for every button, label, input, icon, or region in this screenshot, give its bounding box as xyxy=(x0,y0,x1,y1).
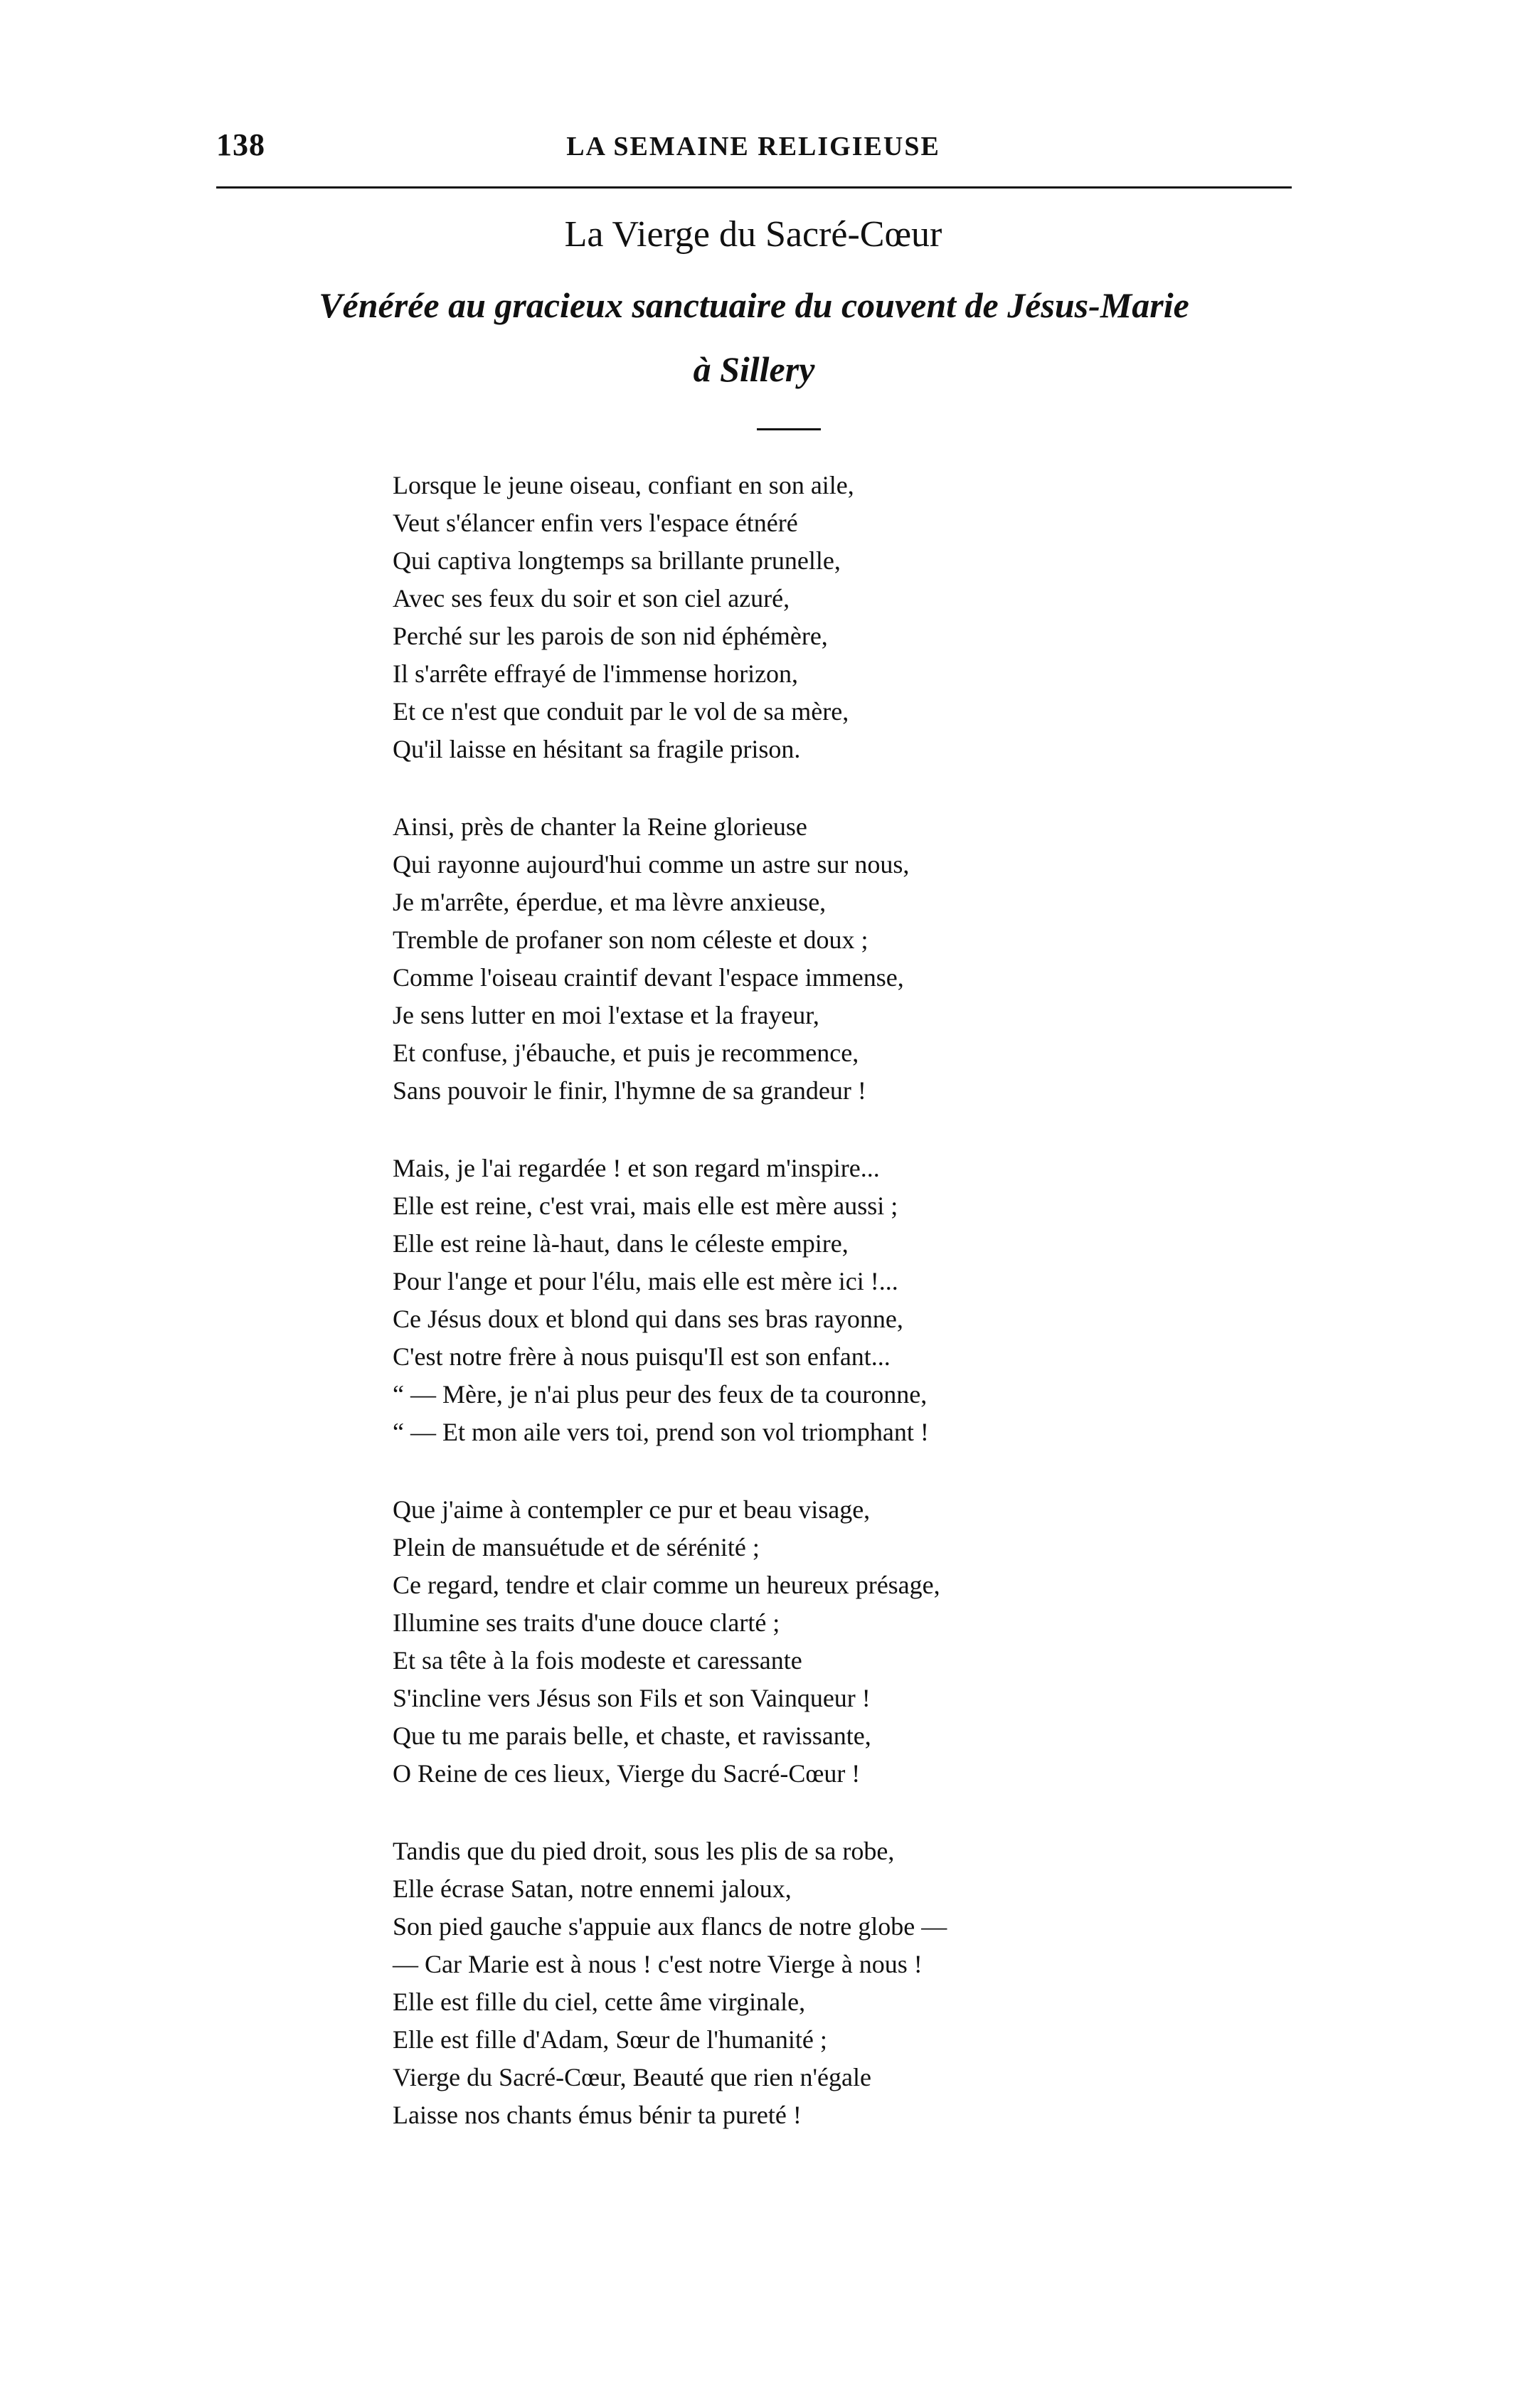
verse-line: Qui rayonne aujourd'hui comme un astre sur nous, xyxy=(393,850,910,879)
verse-line: Tandis que du pied droit, sous les plis de sa robe, xyxy=(393,1837,895,1865)
stanza xyxy=(393,1491,1246,1793)
verse-line: Et sa tête à la fois modeste et caressante xyxy=(393,1646,802,1675)
verse-line: Veut s'élancer enfin vers l'espace étnéré xyxy=(393,509,798,537)
verse-line: Et confuse, j'ébauche, et puis je recommence, xyxy=(393,1039,859,1067)
verse-line: Perché sur les parois de son nid éphémère, xyxy=(393,622,828,650)
poem-subtitle-line-1: Vénérée au gracieux sanctuaire du couvent de Jésus-Marie xyxy=(319,285,1189,325)
verse-line: — Car Marie est à nous ! c'est notre Vierge à nous ! xyxy=(393,1950,923,1978)
verse-line: Comme l'oiseau craintif devant l'espace immense, xyxy=(393,963,904,992)
verse-line: Que j'aime à contempler ce pur et beau visage, xyxy=(393,1495,871,1524)
verse-line: Je m'arrête, éperdue, et ma lèvre anxieuse, xyxy=(393,888,827,916)
verse-line: Tremble de profaner son nom céleste et doux ; xyxy=(393,925,868,954)
verse-line: Elle est reine là-haut, dans le céleste empire, xyxy=(393,1229,849,1258)
verse-line: S'incline vers Jésus son Fils et son Vainqueur ! xyxy=(393,1684,871,1712)
stanza xyxy=(393,467,1246,768)
verse-line: C'est notre frère à nous puisqu'Il est son enfant... xyxy=(393,1342,891,1371)
stanza xyxy=(393,808,1246,1110)
poem-title: La Vierge du Sacré-Cœur xyxy=(564,214,942,255)
verse-line: Son pied gauche s'appuie aux flancs de notre globe — xyxy=(393,1912,947,1941)
verse-line: Elle est fille d'Adam, Sœur de l'humanité ; xyxy=(393,2025,827,2054)
poem-body xyxy=(393,467,1246,2174)
verse-line: “ — Mère, je n'ai plus peur des feux de ta couronne, xyxy=(393,1380,928,1409)
verse-line: Elle est reine, c'est vrai, mais elle est mère aussi ; xyxy=(393,1192,898,1220)
verse-line: Qu'il laisse en hésitant sa fragile prison. xyxy=(393,735,801,763)
verse-line: Illumine ses traits d'une douce clarté ; xyxy=(393,1608,780,1637)
verse-line: Qui captiva longtemps sa brillante prunelle, xyxy=(393,546,841,575)
stanza xyxy=(393,1832,1246,2134)
verse-line: Que tu me parais belle, et chaste, et ravissante, xyxy=(393,1722,871,1750)
verse-line: Ainsi, près de chanter la Reine glorieuse xyxy=(393,812,807,841)
verse-line: Elle est fille du ciel, cette âme virginale, xyxy=(393,1988,806,2016)
verse-line: Mais, je l'ai regardée ! et son regard m'inspire... xyxy=(393,1154,880,1182)
verse-line: Sans pouvoir le finir, l'hymne de sa grandeur ! xyxy=(393,1076,866,1105)
verse-line: “ — Et mon aile vers toi, prend son vol triomphant ! xyxy=(393,1418,929,1446)
page-number: 138 xyxy=(216,127,265,162)
verse-line: Laisse nos chants émus bénir ta pureté ! xyxy=(393,2101,802,2129)
verse-line: Pour l'ange et pour l'élu, mais elle est mère ici !... xyxy=(393,1267,898,1295)
verse-line: Lorsque le jeune oiseau, confiant en son aile, xyxy=(393,471,854,499)
verse-line: Il s'arrête effrayé de l'immense horizon, xyxy=(393,659,799,688)
stanza xyxy=(393,1150,1246,1451)
verse-line: Elle écrase Satan, notre ennemi jaloux, xyxy=(393,1874,792,1903)
verse-line: Ce Jésus doux et blond qui dans ses bras rayonne, xyxy=(393,1305,903,1333)
verse-line: Plein de mansuétude et de sérénité ; xyxy=(393,1533,760,1561)
header-rule xyxy=(216,186,1292,189)
running-header xyxy=(216,127,1290,169)
verse-line: Et ce n'est que conduit par le vol de sa mère, xyxy=(393,697,849,726)
verse-line: Vierge du Sacré-Cœur, Beauté que rien n'égale xyxy=(393,2063,871,2091)
verse-line: Je sens lutter en moi l'extase et la frayeur, xyxy=(393,1001,819,1029)
verse-line: Avec ses feux du soir et son ciel azuré, xyxy=(393,584,790,612)
verse-line: Ce regard, tendre et clair comme un heureux présage, xyxy=(393,1571,940,1599)
journal-title: LA SEMAINE RELIGIEUSE xyxy=(566,132,940,161)
verse-line: O Reine de ces lieux, Vierge du Sacré-Cœur ! xyxy=(393,1759,861,1788)
poem-subtitle-line-2: à Sillery xyxy=(693,349,815,389)
title-separator-rule xyxy=(757,428,821,430)
